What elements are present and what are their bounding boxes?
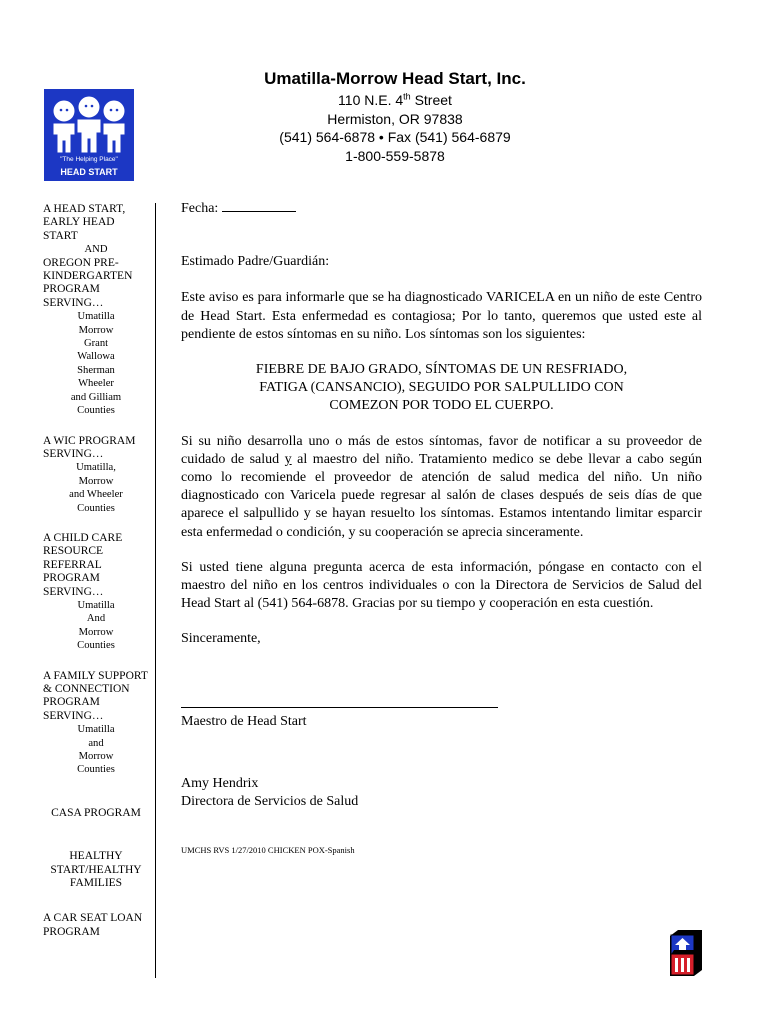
section-title: OREGON PRE-KINDERGARTEN PROGRAM SERVING… (43, 256, 133, 309)
county-item: Umatilla, (76, 462, 116, 474)
section-title: A HEAD START, EARLY HEAD START (43, 203, 126, 242)
county-item: Counties (77, 764, 115, 776)
county-item: and Wheeler (69, 489, 123, 501)
sidebar-section-child-care (43, 532, 149, 653)
section-title: A CHILD CARE RESOURCE REFERRAL PROGRAM SERVING… (43, 531, 123, 598)
county-item: Counties (77, 640, 115, 652)
logo-label: HEAD START (60, 167, 118, 177)
county-item: Morrow (78, 626, 114, 638)
county-item: Counties (77, 502, 115, 514)
paragraph-intro: Este aviso es para informarle que se ha diagnosticado VARICELA en un niño de este Centro de Head Start. Esta enfermedad es contagiosa; Por lo tanto, queremos que usted este al pendiente de estos síntomas en su niño. Los síntomas son los siguientes: (181, 290, 702, 342)
logo-tagline: "The Helping Place" (60, 156, 118, 163)
signer-title: Directora de Servicios de Salud (181, 794, 359, 810)
county-item: Umatilla (77, 724, 115, 736)
county-item: and (88, 737, 104, 749)
county-item: Morrow (78, 751, 114, 763)
org-name: Umatilla-Morrow Head Start, Inc. (264, 69, 526, 88)
date-line (181, 199, 702, 218)
toll-free-number: 1-800-559-5878 (345, 147, 445, 164)
section-and: AND (84, 244, 108, 256)
sidebar-section-family-support (43, 670, 149, 777)
county-item: Wheeler (78, 378, 114, 390)
city-state-zip: Hermiston, OR 97838 (327, 110, 463, 127)
para2-end: al maestro del niño. Tratamiento medico se debe llevar a cabo según como lo recomiende el proveedor de atención de salud medica del niño. Un niño diagnosticado con Varicela puede regresar al salón de clases después de seis días de que aparece el salpullido y se hayan resuelto los síntomas. Estamos intentando limitar esparcir esta enfermedad o condición, y su cooperación se aprecia sinceramente. (181, 451, 702, 540)
sidebar-section-wic (43, 435, 149, 515)
closing: Sinceramente, (181, 631, 261, 647)
head-start-logo (44, 89, 134, 181)
street-address (240, 91, 550, 110)
county-item: and Gilliam (70, 391, 122, 403)
date-blank (222, 199, 296, 212)
county-item: Counties (77, 405, 115, 417)
address-prefix: 110 N.E. 4 (338, 92, 404, 108)
sidebar-section-head-start (43, 203, 149, 418)
signature-line (181, 707, 498, 708)
letterhead (240, 68, 550, 165)
address-suffix: Street (410, 92, 452, 108)
section-title: A FAMILY SUPPORT & CONNECTION PROGRAM SERVING… (43, 669, 148, 722)
county-item: Grant (83, 338, 109, 350)
county-item: Morrow (78, 324, 114, 336)
paragraph-instructions (181, 433, 702, 542)
phone-fax: (541) 564-6878 • Fax (541) 564-6879 (279, 129, 511, 145)
county-item: Morrow (78, 475, 114, 487)
para2-start: Si su niño desarrolla uno o más de estos síntomas, favor de notificar a su proveedor de cuidado de salud (181, 433, 702, 467)
county-item: Wallowa (77, 351, 115, 363)
letter-body (181, 199, 702, 859)
sidebar-casa: CASA PROGRAM (51, 806, 141, 819)
para2-underlined-y: y (284, 451, 292, 467)
services-sidebar (43, 203, 149, 956)
form-code: UMCHS RVS 1/27/2010 CHICKEN POX-Spanish (181, 845, 355, 856)
county-item: Umatilla (77, 599, 115, 611)
county-item: And (86, 613, 106, 625)
county-item: Sherman (77, 364, 115, 376)
paragraph-contact: Si usted tiene alguna pregunta acerca de esta información, póngase en contacto con el maestro del niño en los centros individuales o con la Directora de Servicios de Salud del Head Start al (541) 564-6878. Gracias por su tiempo y cooperación en esta cuestión. (181, 559, 702, 612)
address-sup: th (403, 91, 411, 102)
signature-teacher: Maestro de Head Start (181, 713, 307, 729)
signer-name: Amy Hendrix (181, 775, 259, 791)
salutation: Estimado Padre/Guardián: (181, 254, 330, 270)
section-title: A WIC PROGRAM SERVING… (43, 434, 136, 460)
sidebar-healthy-start: HEALTHY START/HEALTHY FAMILIES (50, 850, 142, 890)
symptoms-list: FIEBRE DE BAJO GRADO, SÍNTOMAS DE UN RESFRIADO, FATIGA (CANSANCIO), SEGUIDO POR SALPULLIDO CON COMEZON POR TODO EL CUERPO. (255, 362, 628, 414)
date-label: Fecha: (181, 201, 219, 216)
sidebar-divider (155, 203, 156, 978)
county-item: Umatilla (77, 311, 115, 323)
blocks-logo-icon (664, 930, 704, 976)
sidebar-car-seat: A CAR SEAT LOAN PROGRAM (43, 912, 143, 938)
